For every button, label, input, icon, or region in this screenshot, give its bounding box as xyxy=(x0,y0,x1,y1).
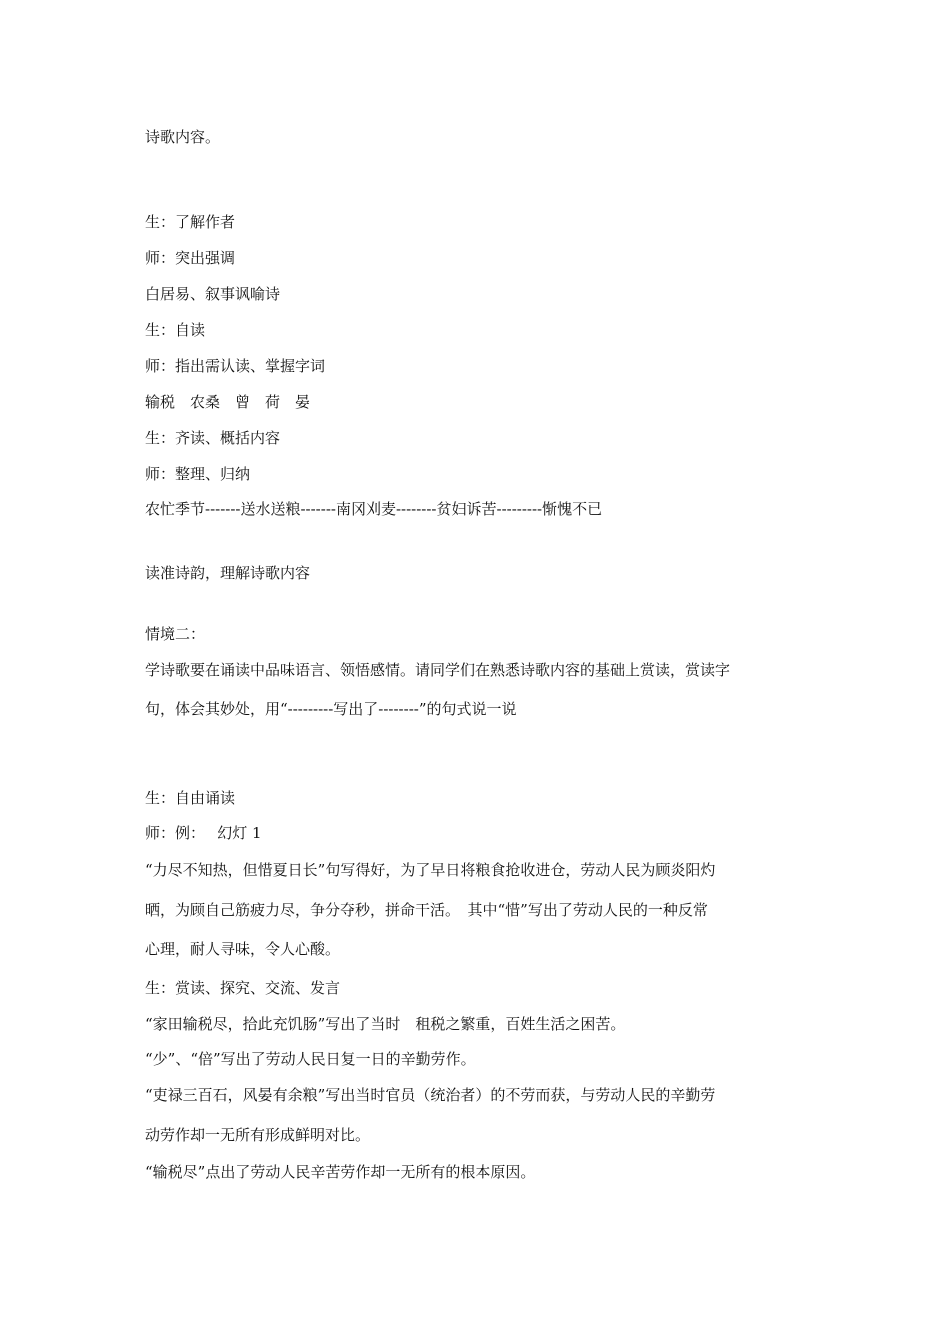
text-line-1: 诗歌内容。 xyxy=(145,128,221,146)
text-line-21: “家田输税尽，拾此充饥肠”写出了当时 租税之繁重，百姓生活之困苦。 xyxy=(145,1015,626,1033)
text-line-3: 师：突出强调 xyxy=(145,249,236,267)
text-line-19: 心理，耐人寻味，令人心酸。 xyxy=(145,940,341,958)
text-line-7: 输税 农桑 曾 荷 晏 xyxy=(145,393,311,411)
text-line-9: 师：整理、归纳 xyxy=(145,465,251,483)
text-line-8: 生：齐读、概括内容 xyxy=(145,429,281,447)
text-line-10: 农忙季节-------送水送粮-------南冈刈麦--------贫妇诉苦---------惭愧不已 xyxy=(145,500,603,518)
text-line-20: 生：赏读、探究、交流、发言 xyxy=(145,979,341,997)
text-line-12: 情境二： xyxy=(145,625,206,643)
text-line-13: 学诗歌要在诵读中品味语言、领悟感情。请同学们在熟悉诗歌内容的基础上赏读，赏读字 xyxy=(145,661,731,679)
text-line-11: 读准诗韵，理解诗歌内容 xyxy=(145,564,311,582)
text-line-22: “少”、“倍”写出了劳动人民日复一日的辛勤劳作。 xyxy=(145,1050,476,1068)
text-line-2: 生：了解作者 xyxy=(145,213,236,231)
text-line-14: 句，体会其妙处，用“---------写出了--------”的句式说一说 xyxy=(145,700,517,718)
text-line-4: 白居易、叙事讽喻诗 xyxy=(145,285,281,303)
text-line-17: “力尽不知热，但惜夏日长”句写得好，为了早日将粮食抢收进仓，劳动人民为顾炎阳灼 xyxy=(145,861,716,879)
text-line-6: 师：指出需认读、掌握字词 xyxy=(145,357,326,375)
text-line-24: 动劳作却一无所有形成鲜明对比。 xyxy=(145,1126,371,1144)
text-line-5: 生：自读 xyxy=(145,321,206,339)
text-line-18: 晒，为顾自己筋疲力尽，争分夺秒，拼命干活。 其中“惜”写出了劳动人民的一种反常 xyxy=(145,901,708,919)
text-line-15: 生：自由诵读 xyxy=(145,789,236,807)
text-line-25: “输税尽”点出了劳动人民辛苦劳作却一无所有的根本原因。 xyxy=(145,1163,536,1181)
text-line-23: “吏禄三百石，风晏有余粮”写出当时官员（统治者）的不劳而获，与劳动人民的辛勤劳 xyxy=(145,1086,716,1104)
text-line-16: 师：例： 幻灯 1 xyxy=(145,824,262,842)
